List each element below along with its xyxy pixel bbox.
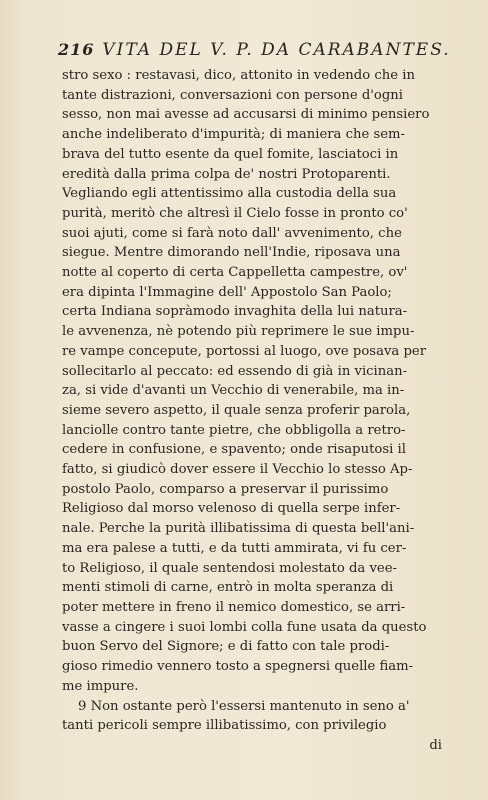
text-line: menti stimoli di carne, entrò in molta speranza di — [62, 580, 394, 596]
text-line: fatto, si giudicò dover essere il Vecchio lo stesso Ap- — [62, 462, 413, 478]
text-line: stro sexo : restavasi, dico, attonito in vedendo che in — [62, 68, 415, 83]
text-line: 9 Non ostante però l'essersi mantenuto in seno a' — [78, 698, 410, 714]
catchword: di — [429, 737, 442, 753]
text-line: buon Servo del Signore; e di fatto con tale prodi- — [62, 639, 390, 655]
text-line: sieme severo aspetto, il quale senza proferir parola, — [62, 402, 411, 418]
text-line: Religioso dal morso velenoso di quella serpe infer- — [62, 501, 401, 517]
text-line: re vampe concepute, portossi al luogo, ove posava per — [62, 343, 426, 359]
text-line: to Religioso, il quale sentendosi molestato da vee- — [62, 560, 397, 576]
text-line: notte al coperto di certa Cappelletta campestre, ov' — [62, 265, 408, 281]
text-line: le avvenenza, nè potendo più reprimere le sue impu- — [62, 324, 415, 340]
text-line: vasse a cingere i suoi lombi colla fune usata da questo — [62, 619, 427, 635]
text-line: za, si vide d'avanti un Vecchio di venerabile, ma in- — [62, 383, 405, 399]
text-line: lanciolle contro tante pietre, che obbligolla a retro- — [62, 422, 406, 438]
text-line: era dipinta l'Immagine dell' Appostolo San Paolo; — [62, 284, 392, 300]
text-line: cedere in confusione, e spavento; onde risaputosi il — [62, 442, 406, 458]
page-number: 216 — [58, 40, 95, 59]
text-line: sesso, non mai avesse ad accusarsi di minimo pensiero — [62, 107, 430, 123]
text-line: brava del tutto esente da quel fomite, lasciatoci in — [62, 146, 399, 162]
text-line: suoi ajuti, come si farà noto dall' avvenimento, che — [62, 225, 402, 241]
text-line: me impure. — [62, 678, 139, 694]
text-line: sollecitarlo al peccato: ed essendo di già in vicinan- — [62, 363, 408, 379]
text-line: eredità dalla prima colpa de' nostri Protoparenti. — [62, 166, 391, 182]
text-line: ma era palese a tutti, e da tutti ammirata, vi fu cer- — [62, 540, 407, 556]
page-header — [58, 40, 458, 60]
text-line: Vegliando egli attentissimo alla custodia della sua — [62, 186, 397, 202]
text-line: tanti pericoli sempre illibatissimo, con privilegio — [62, 718, 387, 734]
text-line: nale. Perche la purità illibatissima di questa bell'ani- — [62, 521, 415, 537]
text-line: siegue. Mentre dimorando nell'Indie, riposava una — [62, 245, 401, 261]
text-line: purità, meritò che altresì il Cielo fosse in pronto co' — [62, 205, 408, 221]
text-line: poter mettere in freno il nemico domestico, se arri- — [62, 599, 406, 615]
text-line: anche indeliberato d'impurità; di maniera che sem- — [62, 127, 406, 143]
text-line: gioso rimedio vennero tosto a spegnersi quelle fiam- — [62, 659, 414, 675]
text-line: tante distrazioni, conversazioni con persone d'ogni — [62, 87, 403, 103]
text-line: postolo Paolo, comparso a preservar il purissimo — [62, 481, 389, 497]
body-text — [62, 66, 454, 756]
text-line: certa Indiana sopràmodo invaghita della lui natura- — [62, 304, 408, 320]
running-title: VITA DEL V. P. DA CARABANTES. — [102, 40, 451, 60]
